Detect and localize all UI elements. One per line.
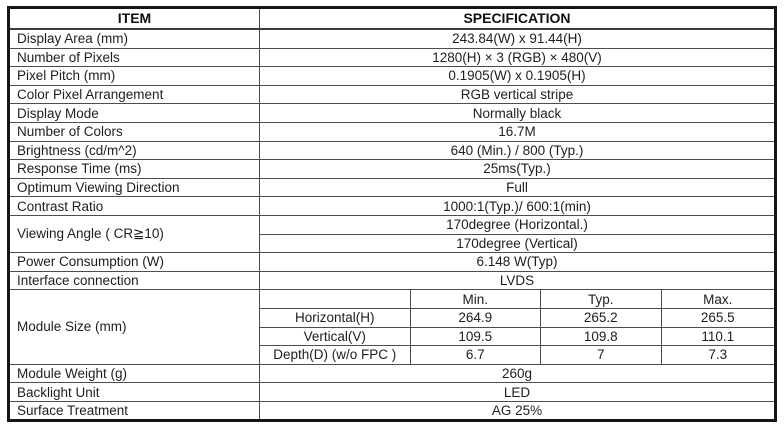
item-cell: Display Mode <box>9 104 260 123</box>
item-cell: Number of Pixels <box>9 48 260 67</box>
viewing-angle-cell: Viewing Angle ( CR≧10) <box>9 215 260 252</box>
table-row <box>9 160 776 179</box>
value-cell: Full <box>259 178 775 197</box>
item-cell: Number of Colors <box>9 122 260 141</box>
item-cell: Display Area (mm) <box>9 29 260 48</box>
specification-table <box>7 6 777 422</box>
item-cell: Surface Treatment <box>9 401 260 421</box>
table-row <box>9 290 776 309</box>
table-header-row <box>9 8 776 30</box>
value-cell: 260g <box>259 364 775 383</box>
table-row <box>9 48 776 67</box>
module-size-sub-label: Depth(D) (w/o FPC ) <box>259 346 410 365</box>
value-cell: Normally black <box>259 104 775 123</box>
value-cell: 1000:1(Typ.)/ 600:1(min) <box>259 197 775 216</box>
item-cell: Interface connection <box>9 271 260 290</box>
value-cell: 265.2 <box>541 308 661 327</box>
item-cell: Brightness (cd/m^2) <box>9 141 260 160</box>
value-cell: 25ms(Typ.) <box>259 160 775 179</box>
item-column-header: ITEM <box>9 8 260 30</box>
table-row <box>9 178 776 197</box>
table-row <box>9 253 776 272</box>
table-row <box>9 364 776 383</box>
table-row <box>9 271 776 290</box>
value-cell: RGB vertical stripe <box>259 85 775 104</box>
value-cell: 109.8 <box>541 327 661 346</box>
table-row <box>9 104 776 123</box>
module-size-sub-label <box>259 290 410 309</box>
value-cell: 6.7 <box>410 346 541 365</box>
value-cell: 1280(H) × 3 (RGB) × 480(V) <box>259 48 775 67</box>
min-header: Min. <box>410 290 541 309</box>
table-row <box>9 215 776 234</box>
value-cell: 243.84(W) x 91.44(H) <box>259 29 775 48</box>
item-cell: Optimum Viewing Direction <box>9 178 260 197</box>
item-cell: Color Pixel Arrangement <box>9 85 260 104</box>
value-cell: 0.1905(W) x 0.1905(H) <box>259 67 775 86</box>
specification-column-header: SPECIFICATION <box>259 8 775 30</box>
table-row <box>9 67 776 86</box>
value-cell: 170degree (Horizontal.) <box>259 215 775 234</box>
module-size-sub-label: Horizontal(H) <box>259 308 410 327</box>
value-cell: 264.9 <box>410 308 541 327</box>
value-cell: 170degree (Vertical) <box>259 234 775 253</box>
typ-header: Typ. <box>541 290 661 309</box>
value-cell: 7.3 <box>661 346 776 365</box>
value-cell: 640 (Min.) / 800 (Typ.) <box>259 141 775 160</box>
item-cell: Power Consumption (W) <box>9 253 260 272</box>
item-cell: Pixel Pitch (mm) <box>9 67 260 86</box>
table-row <box>9 197 776 216</box>
table-row <box>9 29 776 48</box>
module-size-cell: Module Size (mm) <box>9 290 260 364</box>
value-cell: LVDS <box>259 271 775 290</box>
value-cell: 16.7M <box>259 122 775 141</box>
item-cell: Response Time (ms) <box>9 160 260 179</box>
table-row <box>9 401 776 421</box>
max-header: Max. <box>661 290 776 309</box>
value-cell: 109.5 <box>410 327 541 346</box>
table-row <box>9 141 776 160</box>
table-row <box>9 85 776 104</box>
value-cell: 7 <box>541 346 661 365</box>
module-size-sub-label: Vertical(V) <box>259 327 410 346</box>
value-cell: 110.1 <box>661 327 776 346</box>
table-row <box>9 383 776 402</box>
item-cell: Contrast Ratio <box>9 197 260 216</box>
value-cell: 6.148 W(Typ) <box>259 253 775 272</box>
value-cell: 265.5 <box>661 308 776 327</box>
value-cell: LED <box>259 383 775 402</box>
item-cell: Backlight Unit <box>9 383 260 402</box>
value-cell: AG 25% <box>259 401 775 421</box>
item-cell: Module Weight (g) <box>9 364 260 383</box>
table-row <box>9 122 776 141</box>
